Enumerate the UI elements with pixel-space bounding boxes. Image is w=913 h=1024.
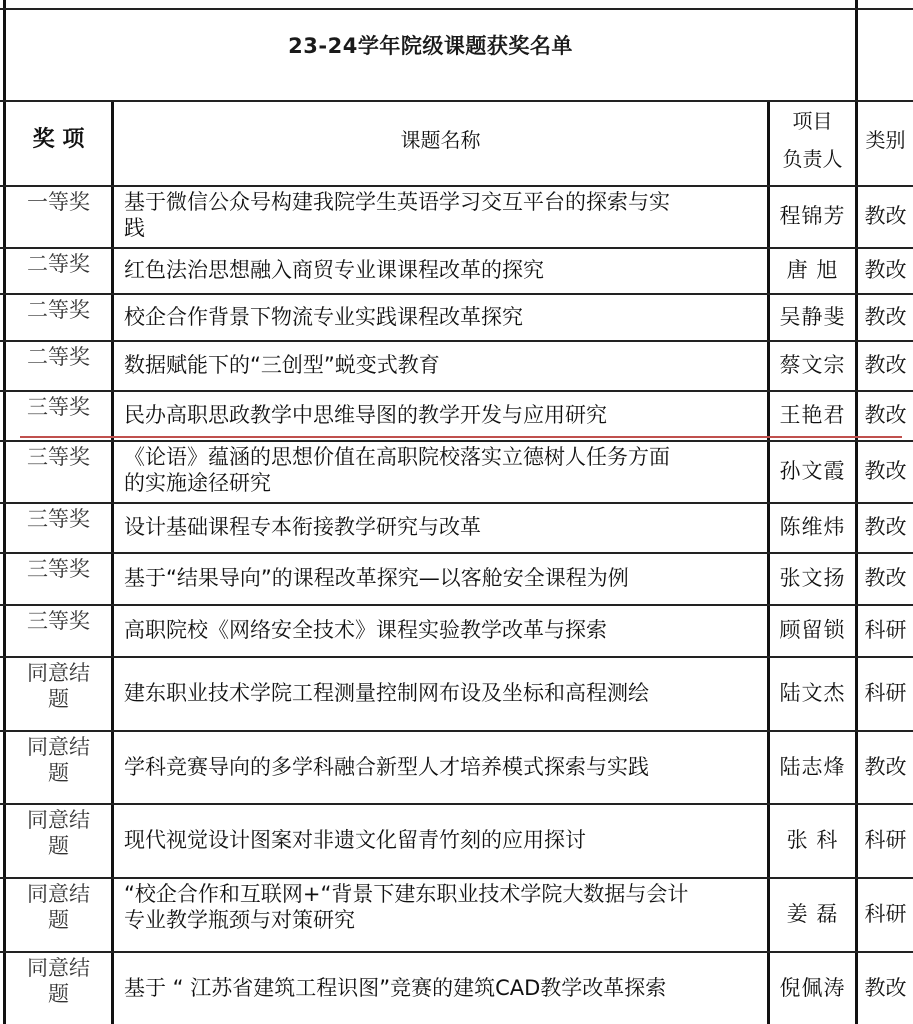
award-text: 二等奖 bbox=[27, 298, 90, 322]
row-divider bbox=[0, 951, 913, 953]
category-cell: 教改 bbox=[864, 353, 907, 377]
award-cell bbox=[6, 189, 111, 215]
category-cell: 教改 bbox=[864, 204, 907, 228]
award-text-line2: 题 bbox=[48, 687, 69, 711]
row-divider bbox=[0, 247, 913, 249]
row-divider bbox=[0, 656, 913, 658]
row-divider bbox=[0, 502, 913, 504]
category-cell: 科研 bbox=[864, 902, 907, 926]
topic-text: 红色法治思想融入商贸专业课课程改革的探究 bbox=[124, 258, 544, 282]
award-text-line2: 题 bbox=[48, 982, 69, 1006]
category-cell: 科研 bbox=[864, 828, 907, 852]
row-divider bbox=[0, 185, 913, 187]
topic-text: 高职院校《网络安全技术》课程实验教学改革与探索 bbox=[124, 618, 607, 642]
award-cell bbox=[6, 344, 111, 370]
red-underline bbox=[20, 436, 902, 438]
topic-text: 基于 “ 江苏省建筑工程识图”竞赛的建筑CAD教学改革探索 bbox=[124, 975, 667, 1000]
award-cell bbox=[6, 734, 111, 786]
grid-line bbox=[767, 100, 770, 1024]
award-text: 同意结 bbox=[27, 735, 90, 759]
person-cell: 陈维炜 bbox=[779, 515, 846, 539]
row-divider bbox=[0, 877, 913, 879]
topic-text: “校企合作和互联网+“背景下建东职业技术学院大数据与会计 bbox=[124, 882, 689, 906]
topic-text: 学科竞赛导向的多学科融合新型人才培养模式探索与实践 bbox=[124, 754, 649, 779]
topic-cell bbox=[124, 881, 764, 933]
topic-text: 现代视觉设计图案对非遗文化留青竹刻的应用探讨 bbox=[124, 828, 586, 852]
row-divider bbox=[0, 604, 913, 606]
topic-cell bbox=[124, 304, 764, 330]
person-cell: 陆志烽 bbox=[779, 754, 846, 779]
person-cell: 孙文霞 bbox=[779, 459, 846, 483]
award-text: 三等奖 bbox=[27, 609, 90, 633]
topic-text-line2: 践 bbox=[124, 216, 145, 240]
header-award: 奖 项 bbox=[32, 127, 85, 152]
topic-cell bbox=[124, 352, 764, 378]
award-cell bbox=[6, 807, 111, 859]
topic-text: 《论语》蕴涵的思想价值在高职院校落实立德树人任务方面 bbox=[124, 445, 670, 469]
award-text: 同意结 bbox=[27, 808, 90, 832]
award-cell bbox=[6, 608, 111, 634]
grid-line bbox=[855, 0, 858, 1024]
category-cell: 教改 bbox=[864, 566, 907, 590]
award-text: 同意结 bbox=[27, 956, 90, 980]
award-text: 三等奖 bbox=[27, 445, 90, 469]
award-cell bbox=[6, 955, 111, 1007]
topic-cell bbox=[124, 189, 764, 241]
topic-text: 校企合作背景下物流专业实践课程改革探究 bbox=[124, 304, 523, 329]
topic-text: 建东职业技术学院工程测量控制网布设及坐标和高程测绘 bbox=[124, 681, 649, 705]
person-cell: 吴静斐 bbox=[779, 304, 846, 329]
category-cell: 教改 bbox=[864, 754, 907, 779]
award-text: 同意结 bbox=[27, 882, 90, 906]
topic-text: 基于“结果导向”的课程改革探究—以客舱安全课程为例 bbox=[124, 566, 629, 590]
award-text-line2: 题 bbox=[48, 834, 69, 858]
row-divider bbox=[0, 340, 913, 342]
topic-cell bbox=[124, 514, 764, 540]
row-divider bbox=[0, 390, 913, 392]
person-cell: 蔡文宗 bbox=[779, 353, 846, 377]
award-cell bbox=[6, 660, 111, 712]
grid-line bbox=[0, 8, 913, 10]
row-divider bbox=[0, 803, 913, 805]
award-cell bbox=[6, 251, 111, 277]
page-title: 23-24学年院级课题获奖名单 bbox=[288, 34, 573, 58]
category-cell: 教改 bbox=[864, 975, 907, 1000]
header-person-line2: 负责人 bbox=[782, 147, 843, 171]
person-cell: 倪佩涛 bbox=[779, 975, 846, 1000]
category-cell: 科研 bbox=[864, 618, 907, 642]
topic-text: 民办高职思政教学中思维导图的教学开发与应用研究 bbox=[124, 403, 607, 427]
award-text: 三等奖 bbox=[27, 395, 90, 419]
person-cell: 顾留锁 bbox=[779, 618, 846, 642]
award-text: 同意结 bbox=[27, 661, 90, 685]
person-cell: 姜 磊 bbox=[786, 902, 839, 926]
row-divider bbox=[0, 293, 913, 295]
award-cell bbox=[6, 297, 111, 323]
award-cell bbox=[6, 556, 111, 582]
category-cell: 教改 bbox=[864, 258, 907, 282]
person-cell: 王艳君 bbox=[779, 403, 846, 427]
topic-cell bbox=[124, 617, 764, 643]
category-cell: 教改 bbox=[864, 304, 907, 329]
topic-cell bbox=[124, 444, 764, 496]
award-text-line2: 题 bbox=[48, 908, 69, 932]
award-cell bbox=[6, 506, 111, 532]
topic-text-line2: 的实施途径研究 bbox=[124, 471, 271, 495]
grid-line bbox=[0, 100, 913, 102]
award-cell bbox=[6, 444, 111, 470]
person-cell: 程锦芳 bbox=[779, 204, 846, 228]
award-text: 二等奖 bbox=[27, 345, 90, 369]
award-text: 一等奖 bbox=[27, 190, 90, 214]
row-divider bbox=[0, 730, 913, 732]
person-cell: 张文扬 bbox=[779, 566, 846, 590]
award-text-line2: 题 bbox=[48, 761, 69, 785]
award-text: 二等奖 bbox=[27, 252, 90, 276]
topic-text: 数据赋能下的“三创型”蜕变式教育 bbox=[124, 353, 440, 377]
topic-text-line2: 专业教学瓶颈与对策研究 bbox=[124, 908, 355, 932]
topic-cell bbox=[124, 975, 764, 1001]
person-cell: 张 科 bbox=[786, 828, 839, 852]
award-text: 三等奖 bbox=[27, 557, 90, 581]
topic-cell bbox=[124, 257, 764, 283]
category-cell: 科研 bbox=[864, 681, 907, 705]
topic-cell bbox=[124, 402, 764, 428]
row-divider bbox=[0, 552, 913, 554]
award-cell bbox=[6, 394, 111, 420]
header-topic: 课题名称 bbox=[400, 128, 481, 152]
header-category: 类别 bbox=[865, 128, 906, 152]
category-cell: 教改 bbox=[864, 515, 907, 539]
grid-line bbox=[111, 100, 114, 1024]
award-cell bbox=[6, 881, 111, 933]
topic-cell bbox=[124, 754, 764, 780]
person-cell: 唐 旭 bbox=[786, 258, 839, 282]
topic-cell bbox=[124, 827, 764, 853]
category-cell: 教改 bbox=[864, 459, 907, 483]
person-cell: 陆文杰 bbox=[779, 681, 846, 705]
header-person-line1: 项目 bbox=[792, 109, 833, 133]
award-text: 三等奖 bbox=[27, 507, 90, 531]
topic-text: 基于微信公众号构建我院学生英语学习交互平台的探索与实 bbox=[124, 190, 670, 214]
topic-cell bbox=[124, 680, 764, 706]
topic-text: 设计基础课程专本衔接教学研究与改革 bbox=[124, 515, 481, 539]
category-cell: 教改 bbox=[864, 403, 907, 427]
topic-cell bbox=[124, 565, 764, 591]
row-divider bbox=[0, 440, 913, 442]
